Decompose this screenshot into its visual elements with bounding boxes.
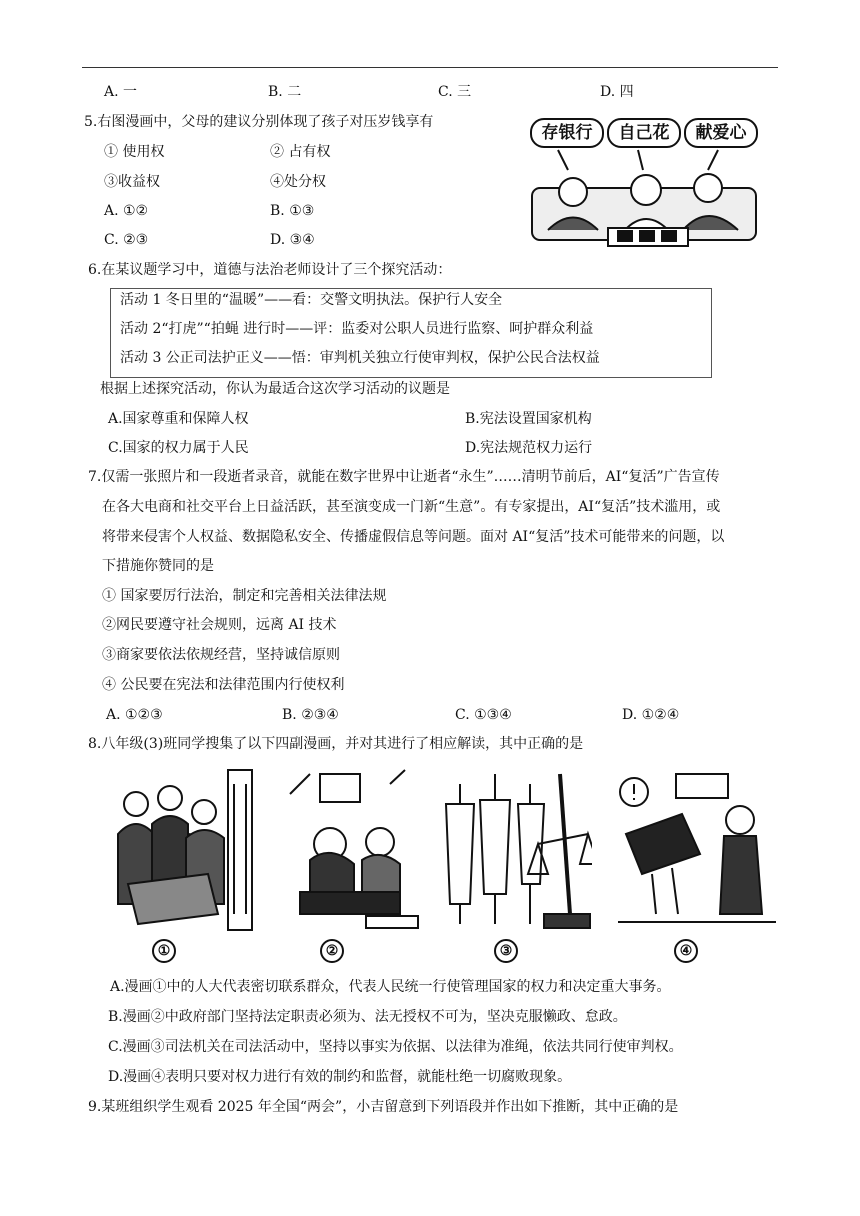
q7-line-3: 将带来侵害个人权益、数据隐私安全、传播虚假信息等问题。面对 AI“复活”技术可能带来的问题，以 [102,529,725,545]
q6-activity-2: 活动 2“打虎”“拍蝇 进行时——评：监委对公职人员进行监察、呵护群众利益 [120,321,594,337]
q6-activity-3: 活动 3 公正司法护正义——悟：审判机关独立行使审判权，保护公民合法权益 [120,350,600,366]
q5-item-2: ② 占有权 [270,144,331,160]
q8-cartoon-4 [612,764,780,932]
prev-option-c[interactable]: C. 三 [438,84,472,100]
q7-line-4: 下措施你赞同的是 [102,558,214,574]
q7-line-1: 7.仅需一张照片和一段逝者录音，就能在数字世界中让逝者“永生”……清明节前后，AI“复活”广告宣传 [88,469,720,485]
q8-panel-label-4: ④ [674,939,698,963]
q7-option-c[interactable]: C. ①③④ [455,707,512,723]
sign-spend-self: 自己花 [607,118,681,148]
sign-save-bank: 存银行 [530,118,604,148]
q8-option-d[interactable]: D.漫画④表明只要对权力进行有效的制约和监督，就能杜绝一切腐败现象。 [108,1069,572,1085]
q7-item-3: ③商家要依法依规经营，坚持诚信原则 [102,647,340,663]
q6-question: 根据上述探究活动，你认为最适合这次学习活动的议题是 [100,381,450,397]
q5-cartoon [528,110,760,255]
q7-line-2: 在各大电商和社交平台上日益活跃，甚至演变成一门新“生意”。有专家提出，AI“复活”技术滥用，或 [102,499,721,515]
q8-cartoon-2 [270,764,422,932]
q6-option-c[interactable]: C.国家的权力属于人民 [108,440,249,456]
q6-option-d[interactable]: D.宪法规范权力运行 [465,440,593,456]
q8-stem: 8.八年级(3)班同学搜集了以下四副漫画，并对其进行了相应解读，其中正确的是 [88,736,584,752]
prev-option-d[interactable]: D. 四 [600,84,634,100]
q8-option-c[interactable]: C.漫画③司法机关在司法活动中，坚持以事实为依据、以法律为准绳，依法共同行使审判权。 [108,1039,683,1055]
q6-stem: 6.在某议题学习中，道德与法治老师设计了三个探究活动： [88,262,452,278]
q8-option-b[interactable]: B.漫画②中政府部门坚持法定职责必须为、法无授权不可为，坚决克服懒政、怠政。 [108,1009,627,1025]
top-rule [82,67,778,68]
q5-item-1: ① 使用权 [104,144,165,160]
q7-option-a[interactable]: A. ①②③ [106,707,163,723]
q8-cartoon-1 [108,764,260,932]
q5-option-c[interactable]: C. ②③ [104,232,149,248]
prev-option-a[interactable]: A. 一 [104,84,138,100]
q8-panel-label-1: ① [152,939,176,963]
q8-panel-label-3: ③ [494,939,518,963]
q9-stem: 9.某班组织学生观看 2025 年全国“两会”，小吉留意到下列语段并作出如下推断，其中正确的是 [88,1099,679,1115]
q5-option-a[interactable]: A. ①② [104,203,149,219]
q5-item-4: ④处分权 [270,174,326,190]
q7-option-b[interactable]: B. ②③④ [282,707,339,723]
q6-activity-1: 活动 1 冬日里的“温暖”——看：交警文明执法。保护行人安全 [120,292,503,308]
family-illustration [528,110,760,255]
prev-option-b[interactable]: B. 二 [268,84,302,100]
q7-item-2: ②网民要遵守社会规则，远离 AI 技术 [102,617,337,633]
sign-donate: 献爱心 [684,118,758,148]
q5-item-3: ③收益权 [104,174,160,190]
q8-cartoon-3 [440,764,592,932]
q6-option-a[interactable]: A.国家尊重和保障人权 [108,411,249,427]
q5-option-d[interactable]: D. ③④ [270,232,315,248]
q8-panel-label-2: ② [320,939,344,963]
q7-item-1: ① 国家要厉行法治，制定和完善相关法律法规 [102,588,387,604]
q6-option-b[interactable]: B.宪法设置国家机构 [465,411,592,427]
q5-option-b[interactable]: B. ①③ [270,203,315,219]
q7-option-d[interactable]: D. ①②④ [622,707,680,723]
q7-item-4: ④ 公民要在宪法和法律范围内行使权利 [102,677,345,693]
q8-option-a[interactable]: A.漫画①中的人大代表密切联系群众，代表人民统一行使管理国家的权力和决定重大事务。 [110,979,671,995]
q5-stem: 5.右图漫画中，父母的建议分别体现了孩子对压岁钱享有 [84,114,434,130]
